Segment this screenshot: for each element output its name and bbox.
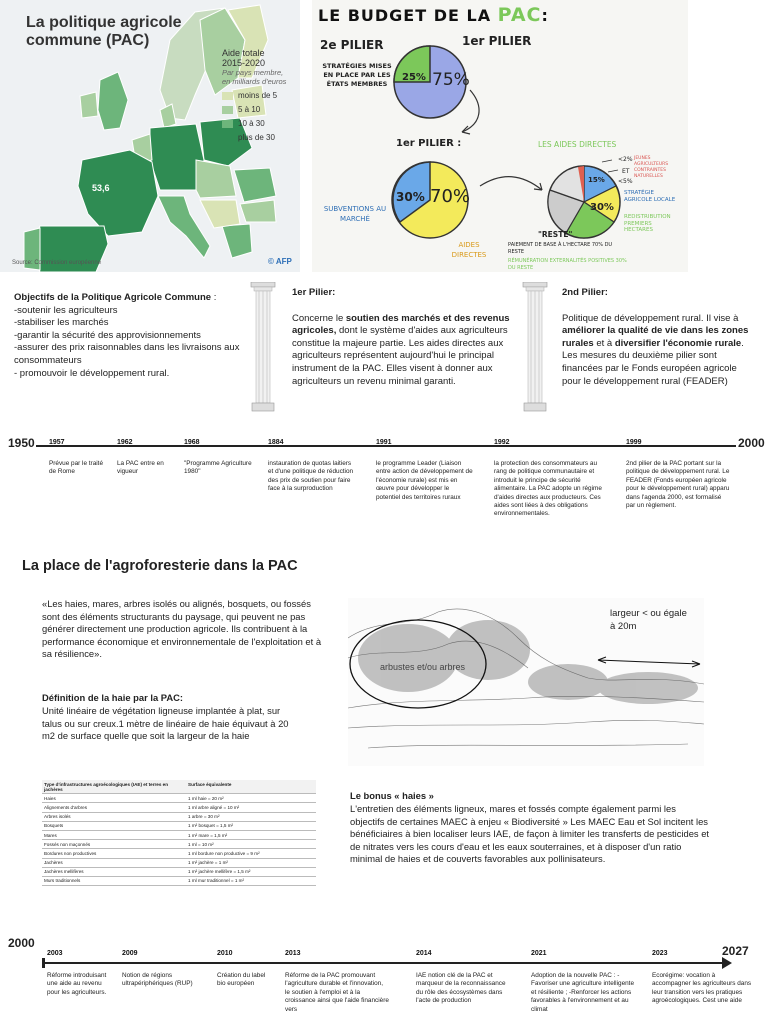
iae-surface-cell: 1 ml haie = 20 m² <box>186 794 316 803</box>
iae-table <box>42 780 316 886</box>
iae-type-cell: Arbres isolés <box>42 812 186 821</box>
objective-item: - promouvoir le développement rural. <box>14 367 170 379</box>
iae-type-cell: Alignements d'arbres <box>42 803 186 812</box>
legend-item <box>222 105 292 114</box>
map-source: Source: Commission européenne <box>12 260 102 266</box>
map-credit: © AFP <box>268 257 292 266</box>
note-et: ET <box>622 168 630 175</box>
timeline-event-text: instauration de quotas laitiers et d'une politique de réduction des prix de soutien pour faire face à la surproduction <box>268 460 354 493</box>
iae-type-cell: Murs traditionnels <box>42 876 186 885</box>
reste-label: "RESTE" <box>538 230 573 239</box>
pilier1-title: 1er Pilier: <box>292 287 336 298</box>
les-aides-directes-label: LES AIDES DIRECTES <box>538 140 617 149</box>
iae-table-row <box>42 794 316 803</box>
iae-surface-cell: 1 m² jachère = 1 m² <box>186 858 316 867</box>
timeline-event-text: Réforme de la PAC promouvant l'agriculture durable et l'innovation, le soutien à l'emploi et à la croissance ainsi que l'aide financière vers <box>285 972 389 1013</box>
timeline-year: 1991 <box>376 439 392 446</box>
legend-swatch <box>222 120 233 128</box>
pilier1-label: 1er PILIER <box>462 34 532 48</box>
iae-surface-cell: 1 m² jachère mellifère = 1,5 m² <box>186 867 316 876</box>
map-legend <box>222 48 292 142</box>
pilier2-text: Politique de développement rural. Il vise à améliorer la qualité de vie dans les zones rurales et à diversifier l'économie rurale. Les mesures du deuxième pilier sont financées par le Fonds européen agricole pour le développement rural (FEADER) <box>562 312 749 387</box>
objective-item: -stabiliser les marchés <box>14 317 109 329</box>
timeline-year: 2014 <box>416 950 432 957</box>
legend-label: 10 à 30 <box>238 119 265 128</box>
legend-item <box>222 133 292 142</box>
bonus-title: Le bonus « haies » <box>350 790 434 801</box>
timeline-event-text: IAE notion clé de la PAC et marqueur de la reconnaissance du rôle des écosystèmes dans l'acte de production <box>416 972 506 1005</box>
pie3-pct-a: 15% <box>588 176 605 184</box>
haie-definition-title: Définition de la haie par la PAC: <box>42 692 183 703</box>
eu-map-panel <box>0 0 300 272</box>
budget-title-prefix: LE BUDGET DE LA <box>318 6 492 25</box>
iae-table-row <box>42 830 316 839</box>
pilier2-label: 2e PILIER <box>320 38 384 52</box>
timeline-event-text: Ecorégime: vocation à accompagner les agriculteurs dans leur transition vers les pratiques agroécologiques. Cest une aide <box>652 972 752 1005</box>
iae-surface-cell: 1 ml = 10 m² <box>186 840 316 849</box>
legend-swatch <box>222 106 233 114</box>
agro-heading: La place de l'agroforesterie dans la PAC <box>22 558 298 574</box>
legend-subtitle: Par pays membre, en milliards d'euros <box>222 68 287 86</box>
iae-table-wrapper <box>42 780 316 886</box>
iae-surface-cell: 1 ml arbre aligné = 10 m² <box>186 803 316 812</box>
reste-note-base: PAIEMENT DE BASE À L'HECTARE 70% DU RESTE <box>508 242 613 255</box>
legend-label: moins de 5 <box>238 91 278 100</box>
pie1-big-pct: 75% <box>432 70 470 90</box>
iae-type-cell: Bordures non productives <box>42 849 186 858</box>
pilier1-text: Concerne le soutien des marchés et des revenus agricoles, dont le système d'aides aux agriculteurs constitue la majeure partie. Les aides directes aux agriculteurs représentent aujourd'hui le principal instrument de la PAC. Elles visent à donner aux agriculteurs un revenu minimal garanti. <box>292 312 510 387</box>
objective-item: -assurer des prix raisonnables dans les livraisons aux consommateurs <box>14 342 240 366</box>
column-icon <box>522 282 548 412</box>
iae-header-type: Type d'infrastructures agroécologiques (IAE) et terres en jachères <box>42 780 186 794</box>
iae-surface-cell: 1 ml mur traditionnel = 1 m² <box>186 876 316 885</box>
objectives-colon: : <box>211 292 217 303</box>
timeline-year: 1992 <box>494 439 510 446</box>
timeline-year: 1962 <box>117 439 133 446</box>
legend-swatch <box>222 92 233 100</box>
budget-sketch-panel <box>312 0 688 272</box>
iae-table-row <box>42 812 316 821</box>
map-highlight-value: 53,6 <box>92 183 110 193</box>
timeline2-axis <box>44 962 728 964</box>
iae-surface-cell: 1 m² mare = 1,5 m² <box>186 830 316 839</box>
pilier2-title: 2nd Pilier: <box>562 287 608 298</box>
objectives-list <box>14 305 242 381</box>
iae-surface-cell: 1 ml bordure non productive = 9 m² <box>186 849 316 858</box>
subventions-label: SUBVENTIONS AU MARCHÉ <box>323 205 387 223</box>
timeline-event-text: Prévue par le traité de Rome <box>49 460 103 476</box>
timeline-year: 2010 <box>217 950 233 957</box>
reste-note-externalites: RÉMUNÉRATION EXTERNALITÉS POSITIVES 30% DU RESTE <box>508 258 627 271</box>
iae-table-row <box>42 876 316 885</box>
legend-swatch <box>222 134 233 142</box>
objective-item: -garantir la sécurité des approvisionnements <box>14 329 201 341</box>
iae-table-header <box>42 780 316 794</box>
haie-definition-text: Unité linéaire de végétation ligneuse implantée à plat, sur talus ou sur creux.1 mètre de linéaire de haie équivaut à 20 m2 de surface quelle que soit la largeur de la haie <box>42 705 289 742</box>
timeline2-start-year: 2000 <box>8 936 35 950</box>
iae-table-row <box>42 849 316 858</box>
objectives-title: Objectifs de la Politique Agricole Commune <box>14 292 212 303</box>
timeline-year: 1968 <box>184 439 200 446</box>
timeline-event-text: la protection des consommateurs au rang de politique communautaire et introduit le principe de sécurité alimentaire. La PAC adopte un régime d'aides directes aux producteurs. Ces aides sont liées à des obligations environnementales. <box>494 460 602 518</box>
note-strategie-locale: STRATÉGIE AGRICOLE LOCALE <box>624 190 676 203</box>
objectives-block <box>14 292 242 380</box>
strategy-text: STRATÉGIES MISES EN PLACE PAR LES ÉTATS MEMBRES <box>322 62 392 88</box>
pilier2-block <box>562 287 756 388</box>
aides-directes-label: AIDES DIRECTES <box>451 241 487 259</box>
pie1-small-pct: 25% <box>402 72 426 83</box>
iae-type-cell: Haies <box>42 794 186 803</box>
iae-table-row <box>42 840 316 849</box>
timeline-event-text: Notion de régions ultrapériphériques (RUP) <box>122 972 193 988</box>
timeline2-end-year: 2027 <box>722 944 749 958</box>
note-redistribution: REDISTRIBUTION PREMIERS HECTARES <box>624 214 671 234</box>
timeline-year: 2023 <box>652 950 668 957</box>
budget-title-suffix: : <box>541 6 549 25</box>
timeline-year: 1884 <box>268 439 284 446</box>
iae-type-cell: Bosquets <box>42 821 186 830</box>
sketch-width-label: largeur < ou égale à 20m <box>610 608 687 632</box>
timeline-event-text: La PAC entre en vigueur <box>117 460 164 476</box>
legend-label: 5 à 10 <box>238 105 261 114</box>
note-contraintes: CONTRAINTES NATURELLES <box>634 168 666 179</box>
timeline-event-text: "Programme Agriculture 1980" <box>184 460 252 476</box>
timeline-year: 2013 <box>285 950 301 957</box>
timeline1-start-year: 1950 <box>8 436 35 450</box>
pilier1-block <box>292 287 510 388</box>
legend-item <box>222 91 292 100</box>
timeline-year: 1957 <box>49 439 65 446</box>
timeline2-arrowhead <box>722 957 732 969</box>
legend-title: Aide totale <box>222 48 265 58</box>
note-jeunes: JEUNES AGRICULTEURS <box>634 156 669 167</box>
objective-item: -soutenir les agriculteurs <box>14 304 118 316</box>
timeline-year: 2021 <box>531 950 547 957</box>
iae-type-cell: Jachères mellifères <box>42 867 186 876</box>
legend-period: 2015-2020 <box>222 58 266 68</box>
iae-type-cell: Fossés non maçonnés <box>42 840 186 849</box>
pie2-small-pct: 30% <box>396 190 425 204</box>
timeline-event-text: le programme Leader (Liaison entre action de développement de l'économie rurale) est mis en œuvre pour développer le potentiel des territoires ruraux <box>376 460 473 501</box>
iae-table-row <box>42 803 316 812</box>
bonus-text: L'entretien des éléments ligneux, mares et fossés compte également parmi les objectifs de certaines MAEC à enjeu « Biodiversité » Les MAEC Eau et Sol incitent les bénéficiaires à bien localiser leurs IAE, de façon à limiter les transferts de pesticides et de nitrates vers les cours d'eau et les eaux souterraines, et à disposer d'un ratio minimal de haies et de couverts favorables aux pollinisateurs. <box>350 803 710 865</box>
note-lt5: <5% <box>618 178 633 185</box>
legend-label: plus de 30 <box>238 133 275 142</box>
legend-item <box>222 119 292 128</box>
agro-quote: «Les haies, mares, arbres isolés ou alignés, bosquets, ou fossés sont des éléments structurants du paysage, qui peuvent ne pas générer directement une production agricole. Ils contribuent à la performance économique et environnementale de l'exploitation et à sa résilience». <box>42 598 322 660</box>
note-lt2: <2% <box>618 156 633 163</box>
pie2-big-pct: 70% <box>430 186 471 207</box>
timeline-year: 1999 <box>626 439 642 446</box>
iae-surface-cell: 1 m² bosquet = 1,5 m² <box>186 821 316 830</box>
timeline-year: 2003 <box>47 950 63 957</box>
timeline1-end-year: 2000 <box>738 436 765 450</box>
sketch-hedge-label: arbustes et/ou arbres <box>380 662 466 672</box>
iae-table-row <box>42 821 316 830</box>
iae-surface-cell: 1 arbre = 30 m² <box>186 812 316 821</box>
pilier1-sub: 1er PILIER : <box>396 138 462 149</box>
timeline-event-text: Création du label bio européen <box>217 972 266 988</box>
pie3-pct-b: 30% <box>590 202 614 213</box>
timeline-event-text: Réforme introduisant une aide au revenu pour les agriculteurs. <box>47 972 107 996</box>
iae-type-cell: Jachères <box>42 858 186 867</box>
timeline2-start-tick <box>42 958 45 968</box>
iae-table-row <box>42 867 316 876</box>
map-title: La politique agricole commune (PAC) <box>26 14 182 49</box>
timeline-year: 2009 <box>122 950 138 957</box>
iae-header-surface: Surface équivalente <box>186 780 316 794</box>
iae-table-row <box>42 858 316 867</box>
timeline-event-text: 2nd pilier de la PAC portant sur la politique de développement rural. Le FEADER (Fonds européen agricole pour le développement rural) apparu dans l'agenda 2000, est formalisé par un règlement. <box>626 460 730 510</box>
budget-title-accent: PAC <box>497 4 542 26</box>
timeline-event-text: Adoption de la nouvelle PAC : -Favoriser une agriculture intelligente et résiliente ; -Renforcer les actions favorables à l'environnement et au climat <box>531 972 635 1013</box>
iae-type-cell: Mares <box>42 830 186 839</box>
column-icon <box>250 282 276 412</box>
